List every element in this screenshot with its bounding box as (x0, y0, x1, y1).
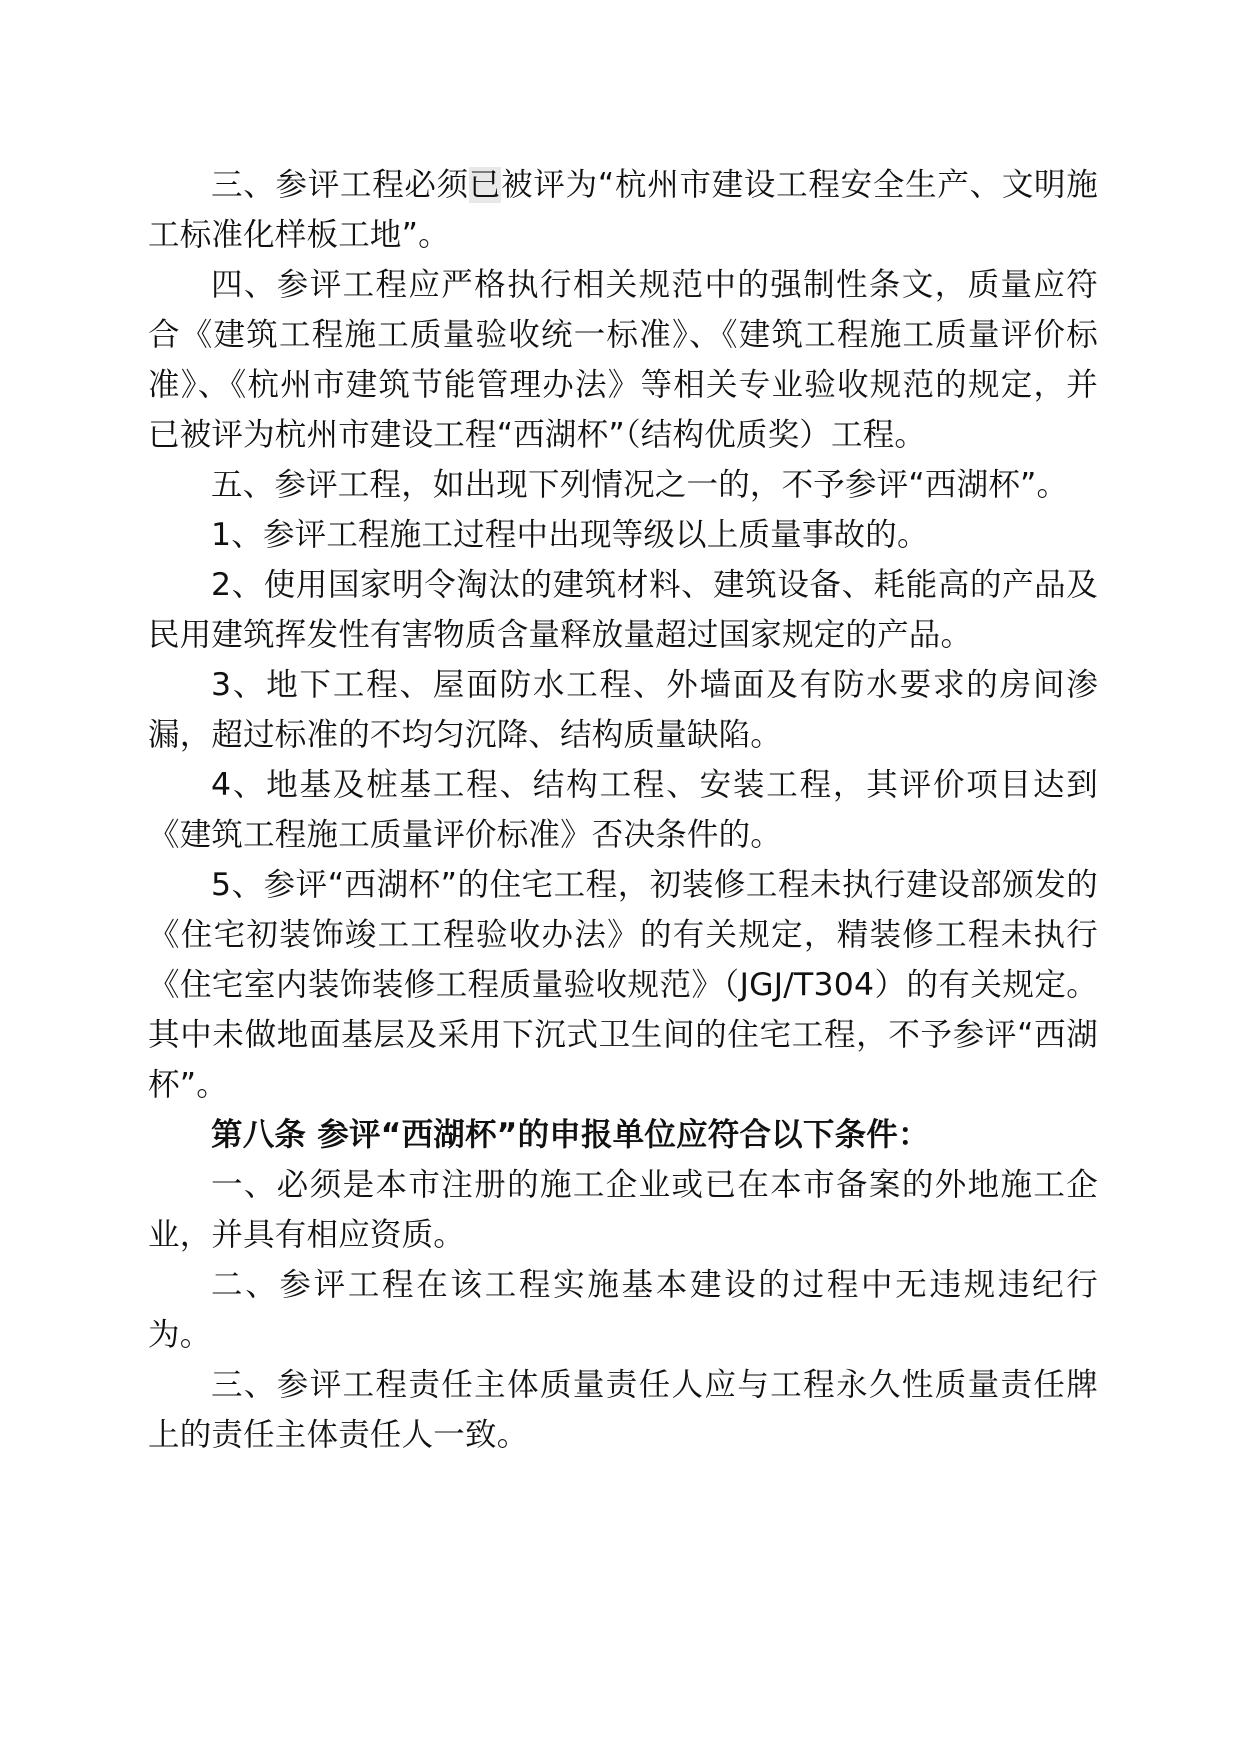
paragraph-text: 五、参评工程，如出现下列情况之一的，不予参评“西湖杯”。 (211, 467, 1069, 503)
document-body (148, 160, 1098, 1460)
paragraph-text: 三、参评工程必须 (211, 167, 469, 203)
paragraph-1 (148, 160, 1098, 260)
paragraph-text: 四、参评工程应严格执行相关规范中的强制性条文，质量应符合《建筑工程施工质量验收统一标准》、《建筑工程施工质量评价标准》、《杭州市建筑节能管理办法》等相关专业验收规范的规定，并已被评为杭州市建设工程“西湖杯”（结构优质奖）工程。 (148, 267, 1098, 453)
condition-text: 一、必须是本市注册的施工企业或已在本市备案的外地施工企业，并具有相应资质。 (148, 1167, 1098, 1253)
condition-3 (148, 1360, 1098, 1460)
list-item-1 (148, 510, 1098, 560)
paragraph-2 (148, 260, 1098, 460)
list-item-text: 4、地基及桩基工程、结构工程、安装工程，其评价项目达到《建筑工程施工质量评价标准》否决条件的。 (148, 767, 1098, 853)
article-heading-text: 第八条 参评“西湖杯”的申报单位应符合以下条件： (211, 1117, 930, 1153)
list-item-4 (148, 760, 1098, 860)
paragraph-3 (148, 460, 1098, 510)
list-item-3 (148, 660, 1098, 760)
condition-2 (148, 1260, 1098, 1360)
list-item-text: 3、地下工程、屋面防水工程、外墙面及有防水要求的房间渗漏，超过标准的不均匀沉降、结构质量缺陷。 (148, 667, 1098, 753)
article-heading (148, 1110, 1098, 1160)
paragraph-text-continued: 被评为“杭州市建设工程安全生产、文明施工标准化样板工地”。 (148, 167, 1099, 253)
list-item-text: 2、使用国家明令淘汰的建筑材料、建筑设备、耗能高的产品及民用建筑挥发性有害物质含量释放量超过国家规定的产品。 (148, 567, 1098, 653)
list-item-text: 5、参评“西湖杯”的住宅工程，初装修工程未执行建设部颁发的《住宅初装饰竣工工程验收办法》的有关规定，精装修工程未执行《住宅室内装饰装修工程质量验收规范》（JGJ/T304）的有关规定。其中未做地面基层及采用下沉式卫生间的住宅工程，不予参评“西湖杯”。 (148, 867, 1098, 1103)
list-item-5 (148, 860, 1098, 1110)
condition-1 (148, 1160, 1098, 1260)
condition-text: 三、参评工程责任主体质量责任人应与工程永久性质量责任牌上的责任主体责任人一致。 (148, 1367, 1098, 1453)
list-item-2 (148, 560, 1098, 660)
list-item-text: 1、参评工程施工过程中出现等级以上质量事故的。 (211, 517, 929, 553)
condition-text: 二、参评工程在该工程实施基本建设的过程中无违规违纪行为。 (148, 1267, 1098, 1353)
highlighted-character: 已 (468, 167, 502, 203)
